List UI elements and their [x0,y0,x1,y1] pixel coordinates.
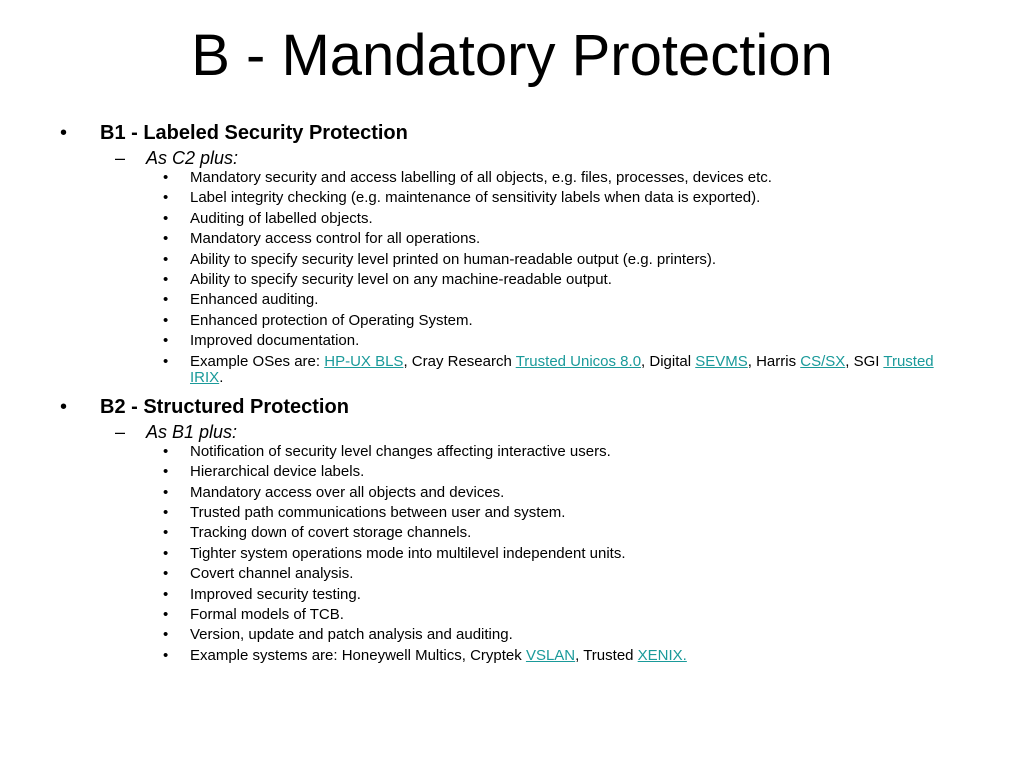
bullet-icon: • [60,395,68,418]
bullet-icon: • [163,483,169,501]
list-item [0,587,1024,603]
list-item [0,292,1024,308]
list-item-text: Ability to specify security level printed on human-readable output (e.g. printers). [190,250,717,268]
list-item-text: Mandatory access control for all operations. [190,230,481,248]
bullet-icon: • [163,544,169,562]
list-item [0,190,1024,206]
bullet-icon: • [163,524,169,542]
list-item [0,464,1024,480]
bullet-icon: • [163,646,169,664]
list-item [0,607,1024,623]
section-b1 [0,120,1024,386]
link-xenix[interactable]: XENIX. [637,646,687,664]
list-item-text: Improved security testing. [190,585,361,603]
bullet-icon: • [60,122,68,144]
list-item [0,211,1024,227]
list-item-text: Mandatory access over all objects and devices. [190,483,505,501]
bullet-icon: • [163,565,169,583]
bullet-icon: • [163,291,169,309]
bullet-icon: • [163,585,169,603]
list-item [0,252,1024,268]
list-item [0,444,1024,460]
link-trusted-irix[interactable]: Trusted IRIX [190,352,934,386]
bullet-icon: • [163,169,169,186]
section-heading-b1 [0,120,1024,146]
list-item-text: Trusted path communications between user and system. [190,504,566,522]
list-item [0,170,1024,186]
list-item-text: Mandatory security and access labelling of all objects, e.g. files, processes, devices etc. [190,169,772,186]
list-item-text: Auditing of labelled objects. [190,209,373,227]
list-item [0,485,1024,501]
bullet-icon: • [163,352,169,370]
subheading-b1 [0,146,1024,170]
bullet-icon: • [163,626,169,644]
list-item [0,566,1024,582]
section-heading-text: B1 - Labeled Security Protection [100,122,408,144]
list-item [0,627,1024,643]
bullet-icon: • [163,270,169,288]
list-item-text: Enhanced auditing. [190,291,319,309]
section-heading-text: B2 - Structured Protection [100,395,349,418]
subheading-text: As B1 plus: [146,421,238,442]
list-item [0,505,1024,521]
dash-icon: – [115,148,126,168]
example-list-item: • Example OSes are: HP-UX BLS, Cray Research Trusted Unicos 8.0, Digital SEVMS, Harris CS/SX, SGI Trusted IRIX. [163,352,934,386]
list-item-text: Version, update and patch analysis and auditing. [190,626,513,644]
bullet-icon: • [163,250,169,268]
section-heading-b2 [0,394,1024,420]
subheading-b2 [0,420,1024,444]
bullet-icon: • [163,504,169,522]
section-b2 [0,394,1024,664]
bullet-icon: • [163,209,169,227]
bullet-icon: • [163,189,169,207]
list-item-text: Notification of security level changes affecting interactive users. [190,442,611,460]
bullet-icon: • [163,442,169,460]
list-item [0,525,1024,541]
example-list-item: • Example systems are: Honeywell Multics, Cryptek VSLAN, Trusted XENIX. [163,646,687,664]
bullet-icon: • [163,332,169,350]
list-item [0,333,1024,349]
bullet-icon: • [163,606,169,624]
list-item-text: Hierarchical device labels. [190,463,365,481]
link-vslan[interactable]: VSLAN [525,646,576,664]
list-item [0,272,1024,288]
bullet-icon: • [163,230,169,248]
list-item-text: Tighter system operations mode into multilevel independent units. [190,544,626,562]
list-item-text: Improved documentation. [190,332,360,350]
dash-icon: – [115,421,126,442]
list-item-text: Formal models of TCB. [190,606,344,624]
link-sevms[interactable]: SEVMS [695,352,748,370]
subheading-text: As C2 plus: [146,148,239,168]
list-item-text: Ability to specify security level on any machine-readable output. [190,270,612,288]
link-cs-sx[interactable]: CS/SX [800,352,846,370]
bullet-icon: • [163,463,169,481]
list-item [0,231,1024,247]
list-item [0,546,1024,562]
list-item [0,313,1024,329]
list-item-text: Label integrity checking (e.g. maintenance of sensitivity labels when data is exported). [190,189,761,207]
slide-content [0,120,1024,668]
list-item-text: Enhanced protection of Operating System. [190,311,473,329]
list-item-text: Covert channel analysis. [190,565,354,583]
link-hp-ux-bls[interactable]: HP-UX BLS [324,352,404,370]
list-item-text: Tracking down of covert storage channels. [190,524,472,542]
link-trusted-unicos[interactable]: Trusted Unicos 8.0 [515,352,642,370]
slide-title: B - Mandatory Protection [191,23,833,88]
bullet-icon: • [163,311,169,329]
